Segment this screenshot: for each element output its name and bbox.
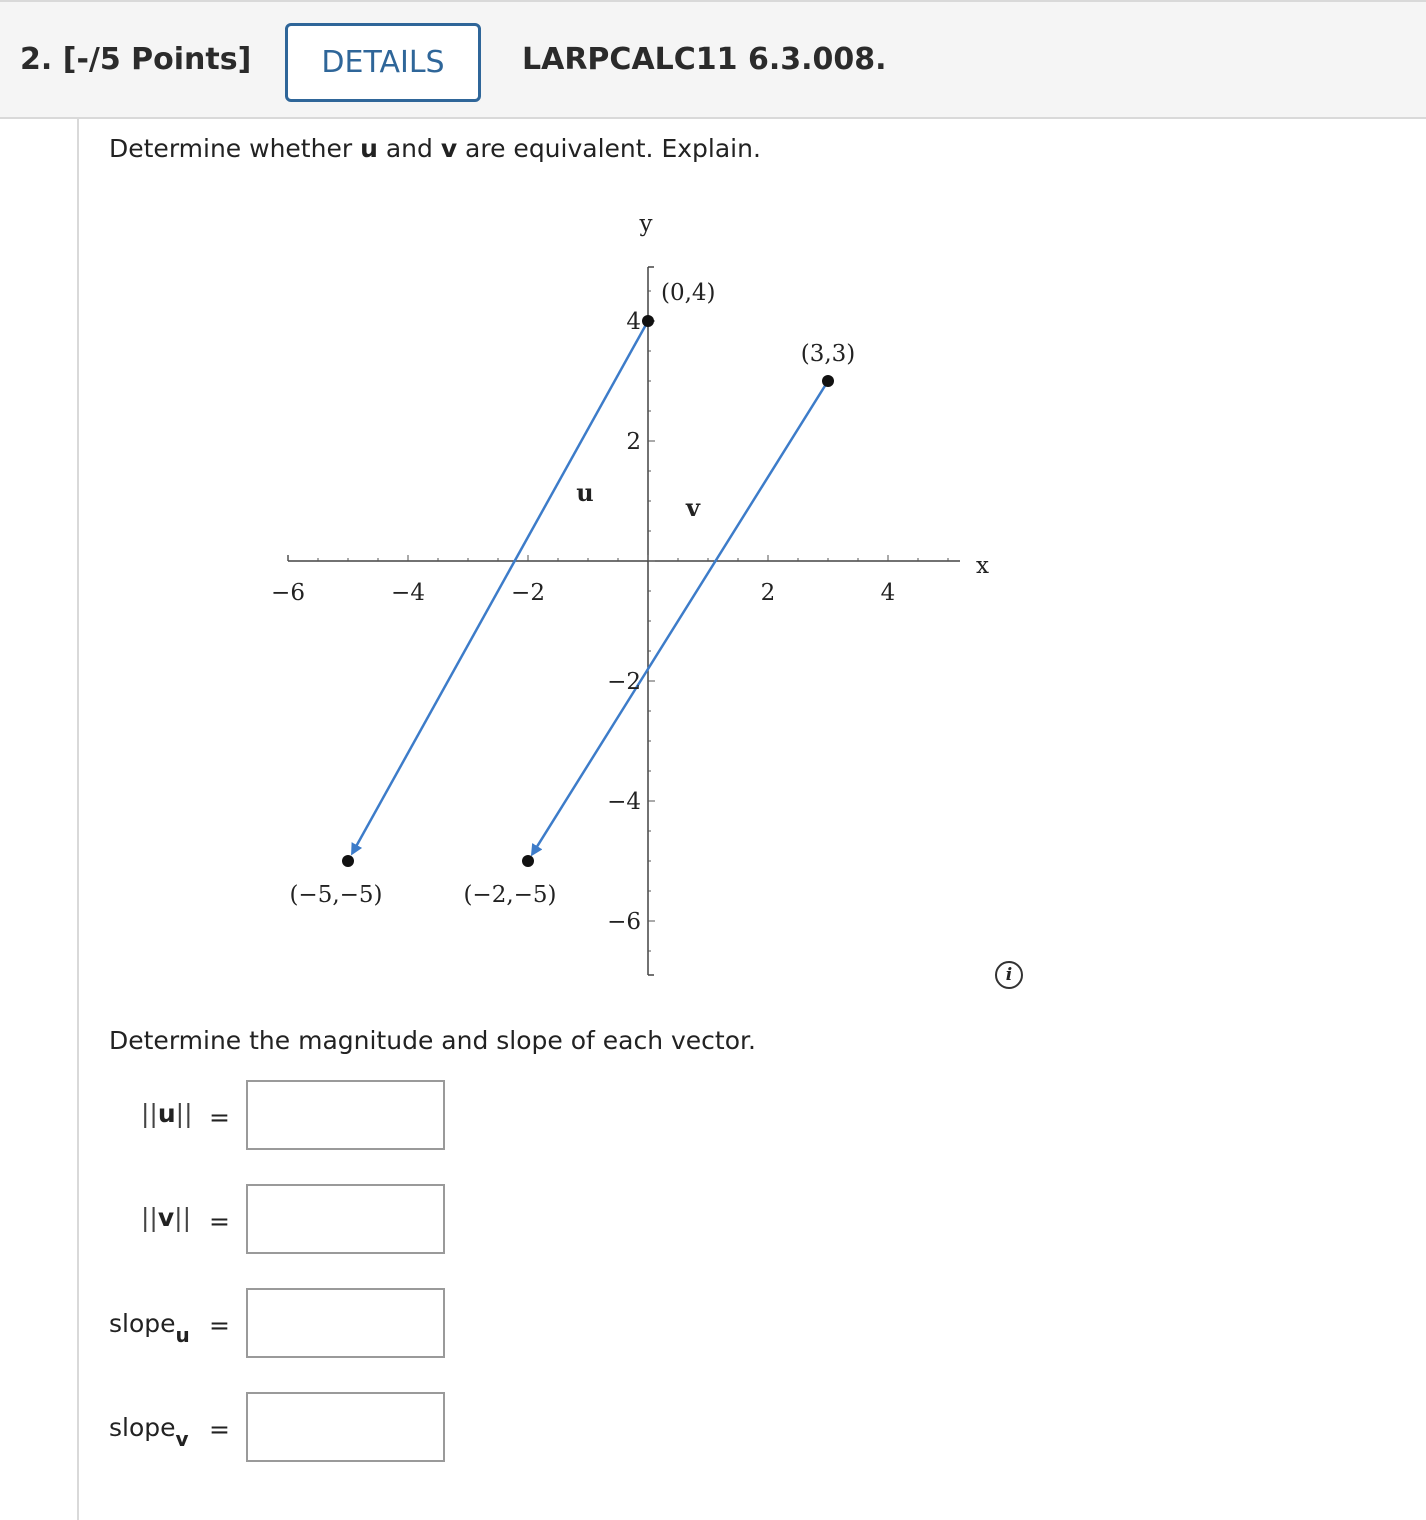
vector-v bbox=[533, 381, 829, 854]
x-axis-label: x bbox=[976, 553, 989, 579]
x-tick-label: −6 bbox=[271, 580, 305, 606]
point-label-u-start: (0,4) bbox=[661, 280, 716, 306]
equals-sign: = bbox=[209, 1311, 230, 1340]
vector-u-head-point bbox=[342, 855, 354, 867]
equals-sign: = bbox=[209, 1207, 230, 1236]
y-tick-label: −4 bbox=[607, 789, 641, 815]
magnitude-prompt: Determine the magnitude and slope of each vector. bbox=[109, 1026, 756, 1055]
y-tick-label: 4 bbox=[626, 309, 641, 335]
y-tick-label: −2 bbox=[607, 669, 641, 695]
slope-v-label: slope$_v$ bbox=[109, 1413, 189, 1451]
answer-row-slope-u bbox=[0, 1288, 460, 1358]
y-tick-label: 2 bbox=[626, 429, 641, 455]
question-prompt: Determine whether u and v are equivalent. Explain. bbox=[109, 134, 761, 163]
problem-code: LARPCALC11 6.3.008. bbox=[522, 42, 887, 77]
norm-u-label: ||u|| bbox=[141, 1099, 193, 1128]
answer-row-norm-v bbox=[0, 1184, 460, 1254]
graph-labels bbox=[271, 211, 989, 935]
slope-u-label: slope$_u$ bbox=[109, 1309, 190, 1347]
details-button[interactable]: DETAILS bbox=[285, 23, 481, 102]
vector-u-tail-point bbox=[642, 315, 654, 327]
slope-v-input[interactable] bbox=[246, 1392, 445, 1462]
vector-graph bbox=[230, 205, 1000, 995]
slope-u-input[interactable] bbox=[246, 1288, 445, 1358]
equals-sign: = bbox=[209, 1415, 230, 1444]
equals-sign: = bbox=[209, 1103, 230, 1132]
question-number: 2. [-/5 Points] bbox=[20, 42, 252, 77]
x-tick-label: −2 bbox=[511, 580, 545, 606]
vector-u-label: u bbox=[576, 478, 594, 507]
vector-v-head-point bbox=[522, 855, 534, 867]
vector-v-tail-point bbox=[822, 375, 834, 387]
points-label: [-/5 Points] bbox=[62, 42, 252, 77]
axes bbox=[288, 267, 960, 975]
y-axis-label: y bbox=[639, 211, 653, 237]
norm-u-input[interactable] bbox=[246, 1080, 445, 1150]
point-label-v-end: (−2,−5) bbox=[463, 882, 557, 908]
ticks bbox=[288, 291, 948, 951]
answer-row-slope-v bbox=[0, 1392, 460, 1462]
point-label-v-start: (3,3) bbox=[800, 341, 856, 367]
norm-v-label: ||v|| bbox=[141, 1203, 192, 1232]
vector-v-label: v bbox=[686, 493, 700, 522]
answer-row-norm-u bbox=[0, 1080, 460, 1150]
x-tick-label: 4 bbox=[880, 580, 896, 606]
x-tick-label: −4 bbox=[391, 580, 425, 606]
question-header bbox=[0, 0, 1426, 119]
x-tick-label: 2 bbox=[760, 580, 776, 606]
norm-v-input[interactable] bbox=[246, 1184, 445, 1254]
y-tick-label: −6 bbox=[607, 909, 641, 935]
point-label-u-end: (−5,−5) bbox=[289, 882, 383, 908]
info-icon[interactable]: i bbox=[995, 961, 1023, 989]
